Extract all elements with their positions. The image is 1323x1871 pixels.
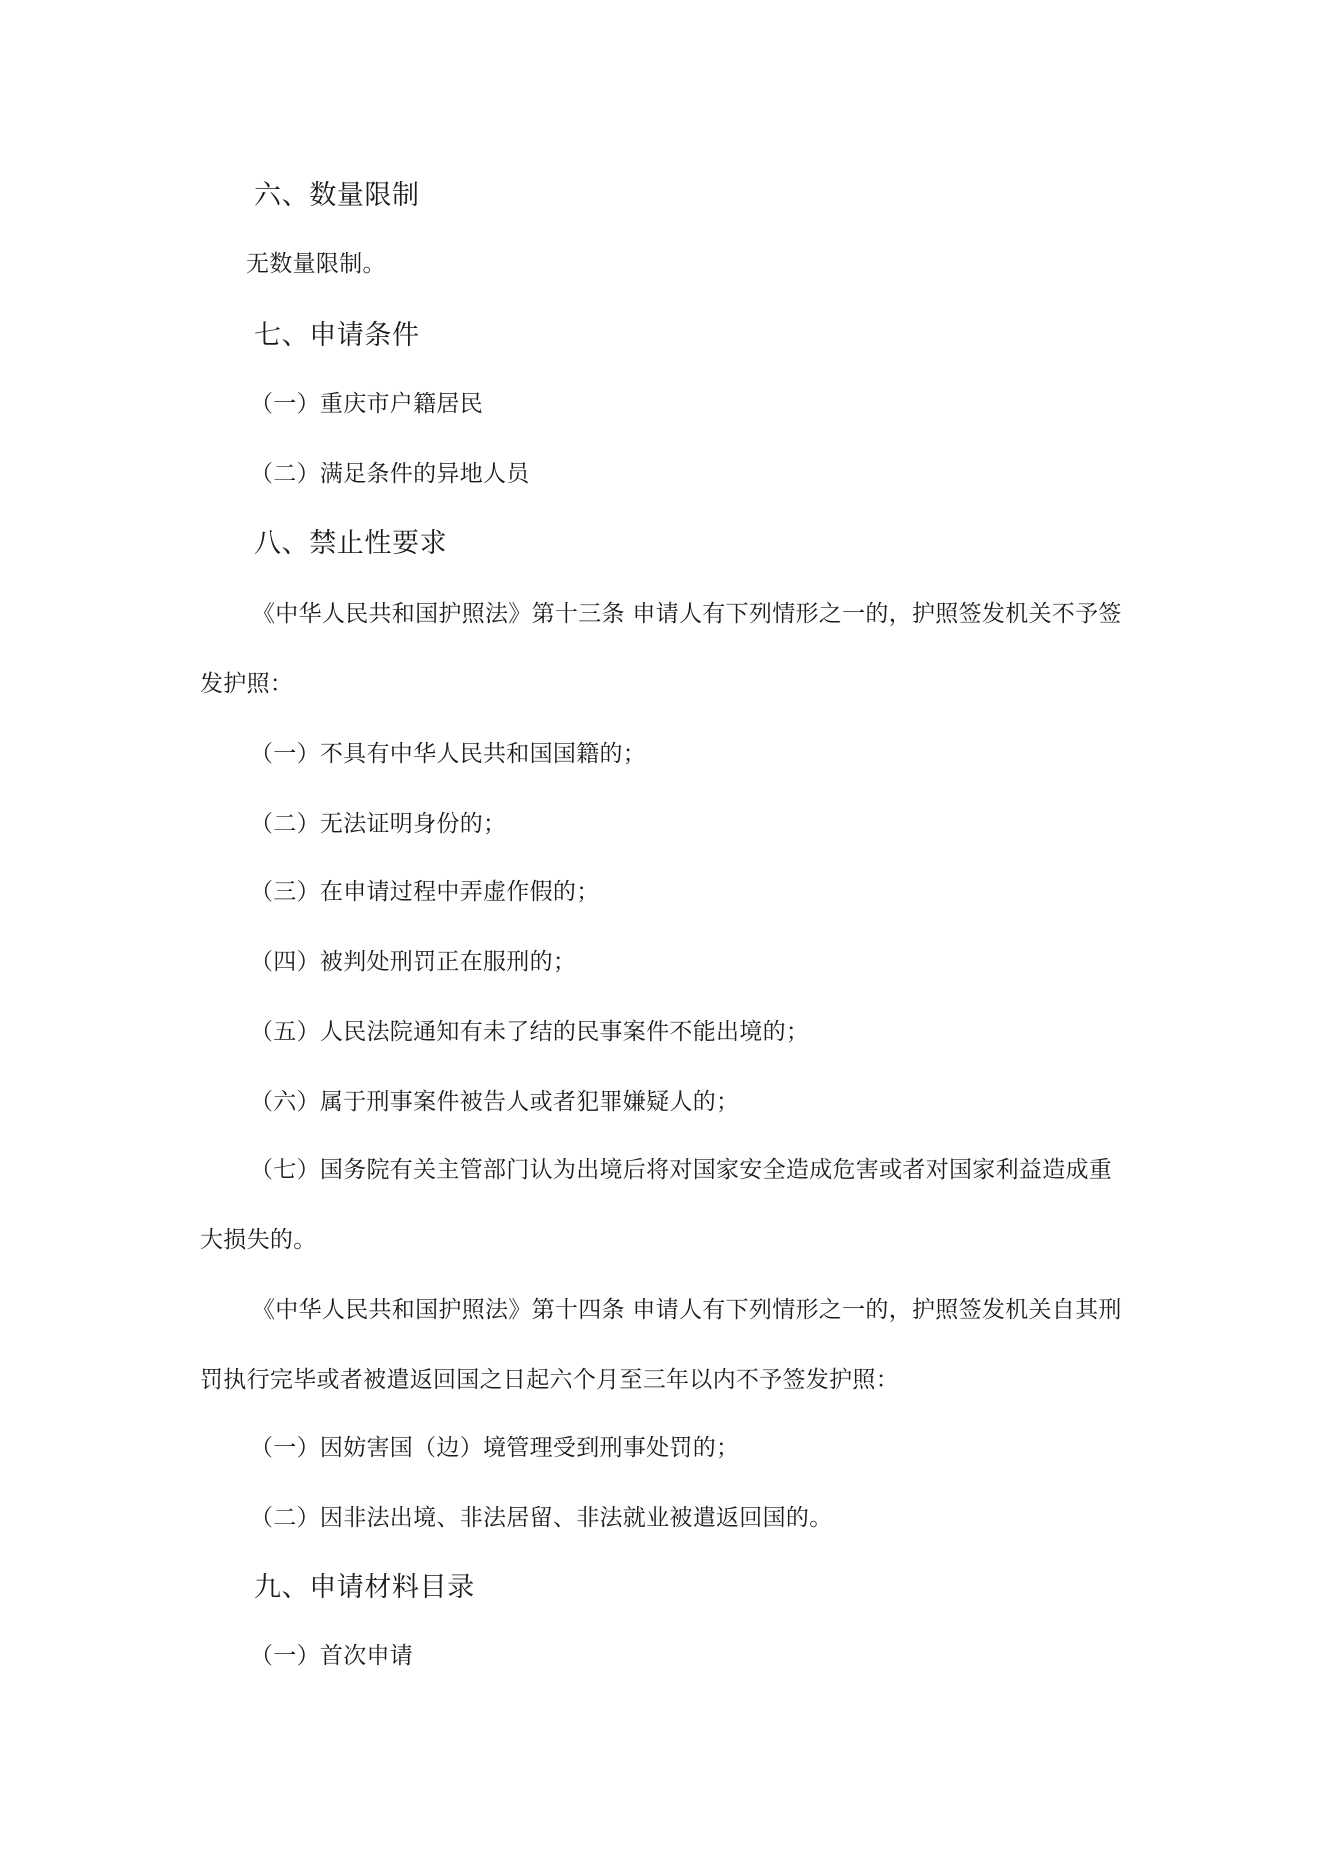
paragraph-article-13-line-1: 《中华人民共和国护照法》第十三条 申请人有下列情形之一的，护照签发机关不予签 <box>252 601 1122 627</box>
section-heading-conditions: 七、申请条件 <box>254 320 420 351</box>
paragraph-article-14-line-2: 罚执行完毕或者被遣返回国之日起六个月至三年以内不予签发护照： <box>200 1367 899 1393</box>
list-item-article-13-2: （二）无法证明身份的； <box>250 811 507 837</box>
paragraph-article-13-line-2: 发护照： <box>200 671 294 697</box>
list-item-article-14-1: （一）因妨害国（边）境管理受到刑事处罚的； <box>250 1435 740 1461</box>
section-heading-quantity-limit: 六、数量限制 <box>254 180 420 211</box>
paragraph-no-limit: 无数量限制。 <box>246 251 386 277</box>
list-item-materials-1: （一）首次申请 <box>250 1643 414 1669</box>
list-item-article-13-5: （五）人民法院通知有未了结的民事案件不能出境的； <box>250 1019 810 1045</box>
list-item-article-13-6: （六）属于刑事案件被告人或者犯罪嫌疑人的； <box>250 1089 740 1115</box>
list-item-article-13-7-line-1: （七）国务院有关主管部门认为出境后将对国家安全造成危害或者对国家利益造成重 <box>250 1157 1113 1183</box>
list-item-article-13-4: （四）被判处刑罚正在服刑的； <box>250 949 577 975</box>
paragraph-article-14-line-1: 《中华人民共和国护照法》第十四条 申请人有下列情形之一的，护照签发机关自其刑 <box>252 1297 1122 1323</box>
list-item-article-13-7-line-2: 大损失的。 <box>200 1227 317 1253</box>
list-item-condition-1: （一）重庆市户籍居民 <box>250 391 483 417</box>
section-heading-materials: 九、申请材料目录 <box>254 1572 475 1603</box>
list-item-article-13-1: （一）不具有中华人民共和国国籍的； <box>250 741 647 767</box>
list-item-condition-2: （二）满足条件的异地人员 <box>250 461 530 487</box>
list-item-article-14-2: （二）因非法出境、非法居留、非法就业被遣返回国的。 <box>250 1505 833 1531</box>
list-item-article-13-3: （三）在申请过程中弄虚作假的； <box>250 879 600 905</box>
section-heading-prohibitions: 八、禁止性要求 <box>254 528 448 559</box>
